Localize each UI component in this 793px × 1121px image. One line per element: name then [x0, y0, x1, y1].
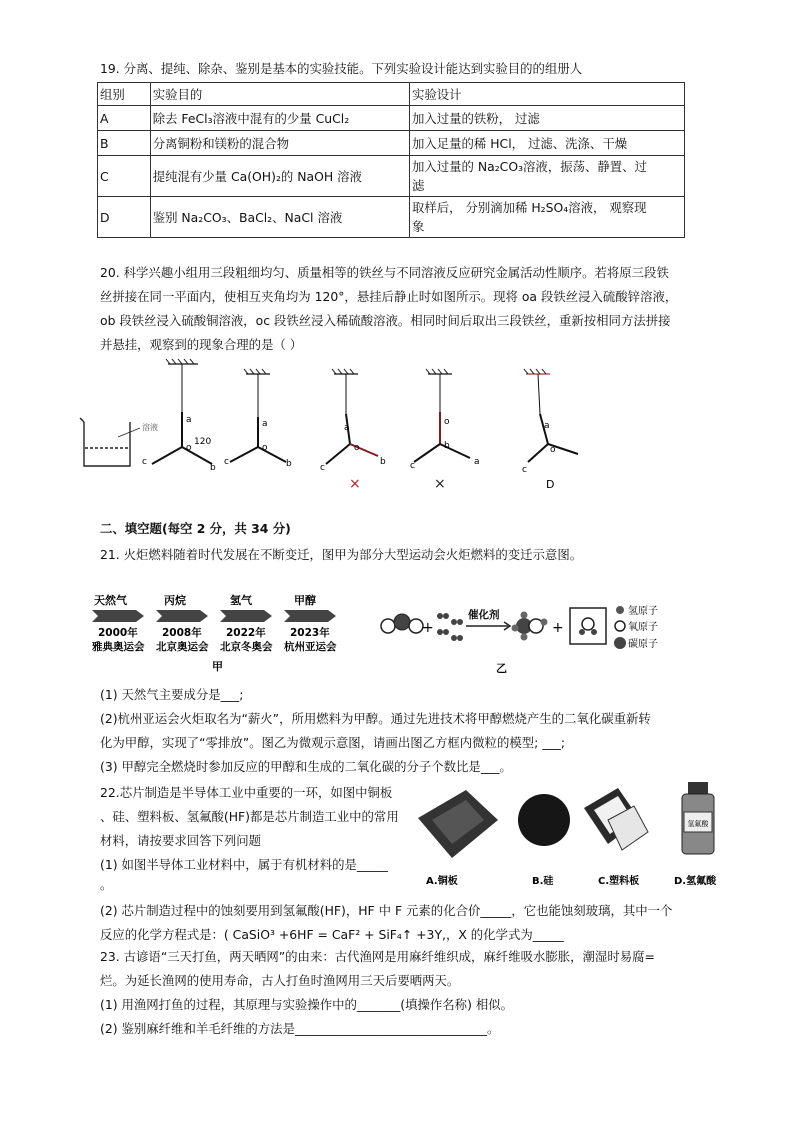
q22-line-2: 、硅、塑料板、氢氟酸(HF)都是芯片制造工业中的常用	[100, 809, 399, 824]
material-label: A.铜板	[426, 876, 458, 887]
event-label: 雅典奥运会	[92, 641, 145, 653]
table-row	[98, 197, 685, 238]
table-row	[98, 131, 685, 156]
angle-label: 120	[194, 437, 212, 447]
q21-part2-line1: (2)杭州亚运会火炬取名为“薪火”，所用燃料为甲醇。通过先进技术将甲醇燃烧产生的二氧化碳重新转	[100, 711, 651, 726]
header-group: 组别	[98, 83, 151, 106]
legend-label: 氧原子	[628, 622, 658, 633]
label-o: o	[186, 443, 192, 453]
water-molecule-icon	[579, 618, 597, 635]
header-design: 实验设计	[409, 83, 684, 106]
q22-figure	[412, 780, 732, 892]
fuel-label: 氢气	[230, 594, 252, 607]
arrow-icon	[220, 610, 272, 622]
year-label: 2000年	[98, 627, 138, 639]
q22-line-7: 反应的化学方程式是：( CaSiO³ +6HF = CaF² + SiF₄↑ +3Y,，X 的化学式为_____	[100, 927, 564, 942]
row-purpose: 提纯混有少量 Ca(OH)₂的 NaOH 溶液	[150, 156, 409, 197]
q20-line-2: 丝拼接在同一平面内，使相互夹角均为 120°，悬挂后静止时如图所示。现将 oa 段铁丝浸入硫酸锌溶液，	[100, 289, 678, 304]
section-title: 二、填空题(每空 2 分，共 34 分)	[100, 521, 291, 536]
timeline	[92, 610, 336, 622]
q23-part2: (2) 鉴别麻纤维和羊毛纤维的方法是_______________________________。	[100, 1021, 500, 1036]
label-o: o	[444, 417, 450, 427]
event-label: 北京冬奥会	[220, 641, 273, 653]
material-label: C.塑料板	[598, 876, 640, 887]
h2-molecules-icon	[437, 613, 463, 641]
silicon-wafer-icon	[518, 794, 570, 846]
option-a-figure	[230, 369, 286, 462]
q20-line-1: 20. 科学兴趣小组用三段粗细均匀、质量相等的铁丝与不同溶液反应研究金属活动性顺序。若将原三段铁	[100, 265, 669, 280]
row-design-line: 象	[411, 219, 425, 234]
q23-line-1: 23. 古谚语“三天打鱼，两天晒网”的由来：古代渔网是用麻纤维织成，麻纤维吸水膨胀，潮湿时易腐=	[100, 949, 655, 964]
row-group: B	[98, 131, 151, 156]
label-c: c	[320, 463, 325, 473]
option-c-figure	[414, 369, 470, 462]
q23-part1: (1) 用渔网打鱼的过程，其原理与实验操作中的_______(填操作名称) 相似。	[100, 997, 514, 1012]
table-header-row	[98, 83, 685, 106]
beaker-label: 溶液	[142, 423, 158, 432]
label-a: a	[262, 419, 268, 429]
q22-line-1: 22.芯片制造是半导体工业中重要的一环，如图中铜板	[100, 785, 393, 800]
fuel-label: 甲醇	[294, 594, 316, 607]
material-label: B.硅	[532, 876, 554, 887]
row-purpose: 除去 FeCl₃溶液中混有的少量 CuCl₂	[150, 106, 409, 131]
cross-mark: ×	[349, 476, 361, 492]
arrow-icon	[92, 610, 144, 622]
label-b: b	[210, 463, 216, 473]
co2-molecule-icon	[381, 614, 423, 633]
label-c: c	[142, 457, 147, 467]
fuel-label: 丙烷	[164, 594, 186, 607]
label-o: o	[262, 443, 268, 453]
beaker-icon	[80, 418, 140, 466]
arrow-icon	[284, 610, 336, 622]
option-d-label: D	[546, 478, 555, 491]
label-a: a	[344, 423, 350, 433]
plastic-board-icon	[584, 788, 648, 850]
legend-label: 碳原子	[628, 639, 658, 650]
event-label: 杭州亚运会	[284, 641, 337, 653]
oxygen-atom-icon	[615, 621, 625, 631]
row-design-line: 加入过量的 Na₂CO₃溶液，振荡、静置、过	[411, 159, 647, 174]
row-group: A	[98, 106, 151, 131]
label-a: a	[474, 457, 480, 467]
label-a: a	[544, 421, 550, 431]
fig-jia-label: 甲	[212, 660, 223, 673]
catalyst-label: 催化剂	[468, 609, 500, 621]
year-label: 2023年	[290, 627, 330, 639]
arrow-icon	[156, 610, 208, 622]
plus-sign: +	[552, 620, 564, 636]
q20-figure	[78, 352, 608, 502]
row-design: 加入足量的稀 HCl， 过滤、洗涤、干燥	[409, 131, 684, 156]
hf-bottle-icon	[682, 782, 714, 854]
hydrogen-atom-icon	[616, 606, 624, 614]
fuel-label: 天然气	[94, 594, 127, 607]
label-b: b	[380, 457, 386, 467]
legend-label: 氢原子	[628, 606, 658, 617]
methanol-molecule-icon	[512, 612, 548, 641]
row-purpose: 分离铜粉和镁粉的混合物	[150, 131, 409, 156]
material-label: D.氢氟酸	[674, 876, 717, 887]
q23-line-2: 烂。为延长渔网的使用寿命，古人打鱼时渔网用三天后要晒两天。	[100, 973, 460, 988]
label-o: o	[550, 445, 556, 455]
q20-line-3: ob 段铁丝浸入硫酸铜溶液，oc 段铁丝浸入稀硫酸溶液。相同时间后取出三段铁丝，重新按相同方法拼接	[100, 313, 671, 328]
row-design: 加入过量的铁粉， 过滤	[409, 106, 684, 131]
q21-part3: (3) 甲醇完全燃烧时参加反应的甲醇和生成的二氧化碳的分子个数比是___。	[100, 759, 512, 774]
q19-table	[97, 82, 685, 238]
label-c: c	[410, 461, 415, 471]
q21-figure	[92, 592, 692, 684]
row-design-line: 取样后， 分别滴加稀 H₂SO₄溶液， 观察现	[411, 200, 647, 215]
event-label: 北京奥运会	[156, 641, 209, 653]
row-group: C	[98, 156, 151, 197]
label-c: c	[522, 465, 527, 475]
row-design-line: 滤	[411, 178, 425, 193]
table-row	[98, 156, 685, 197]
q21-part2-line2: 化为甲醇，实现了“零排放”。图乙为微观示意图，请画出图乙方框内微粒的模型; ___;	[100, 735, 565, 750]
carbon-atom-icon	[614, 637, 626, 649]
q20-line-4: 并悬挂，观察到的现象合理的是（ ）	[100, 337, 303, 352]
table-row	[98, 106, 685, 131]
row-purpose: 鉴别 Na₂CO₃、BaCl₂、NaCl 溶液	[150, 197, 409, 238]
q22-line-5: 。	[100, 877, 113, 892]
q22-line-3: 材料，请按要求回答下列问题	[100, 833, 262, 848]
label-b: b	[286, 459, 292, 469]
year-label: 2022年	[226, 627, 266, 639]
option-b-figure	[326, 369, 378, 464]
q22-line-6: (2) 芯片制造过程中的蚀刻要用到氢氟酸(HF)，HF 中 F 元素的化合价_____，它也能蚀刻玻璃，其中一个	[100, 903, 673, 918]
original-wire-figure	[152, 359, 212, 464]
header-purpose: 实验目的	[150, 83, 409, 106]
q19-stem: 19. 分离、提纯、除杂、鉴别是基本的实验技能。下列实验设计能达到实验目的的组册人	[100, 61, 583, 76]
label-a: a	[186, 415, 192, 425]
plus-sign: +	[422, 620, 434, 636]
fig-yi-label: 乙	[496, 662, 507, 675]
row-design	[409, 156, 684, 197]
label-c: c	[224, 457, 229, 467]
year-label: 2008年	[162, 627, 202, 639]
row-group: D	[98, 197, 151, 238]
q21-part1: (1) 天然气主要成分是___;	[100, 687, 244, 702]
q21-stem: 21. 火炬燃料随着时代发展在不断变迁，图甲为部分大型运动会火炬燃料的变迁示意图。	[100, 547, 583, 562]
label-o: o	[354, 443, 360, 453]
cross-mark: ×	[434, 476, 446, 492]
bottle-label: 氢氟酸	[687, 820, 709, 828]
copper-plate-icon	[418, 790, 498, 858]
row-design	[409, 197, 684, 238]
q22-line-4: (1) 如图半导体工业材料中，属于有机材料的是_____	[100, 857, 388, 872]
label-b: b	[444, 441, 450, 451]
